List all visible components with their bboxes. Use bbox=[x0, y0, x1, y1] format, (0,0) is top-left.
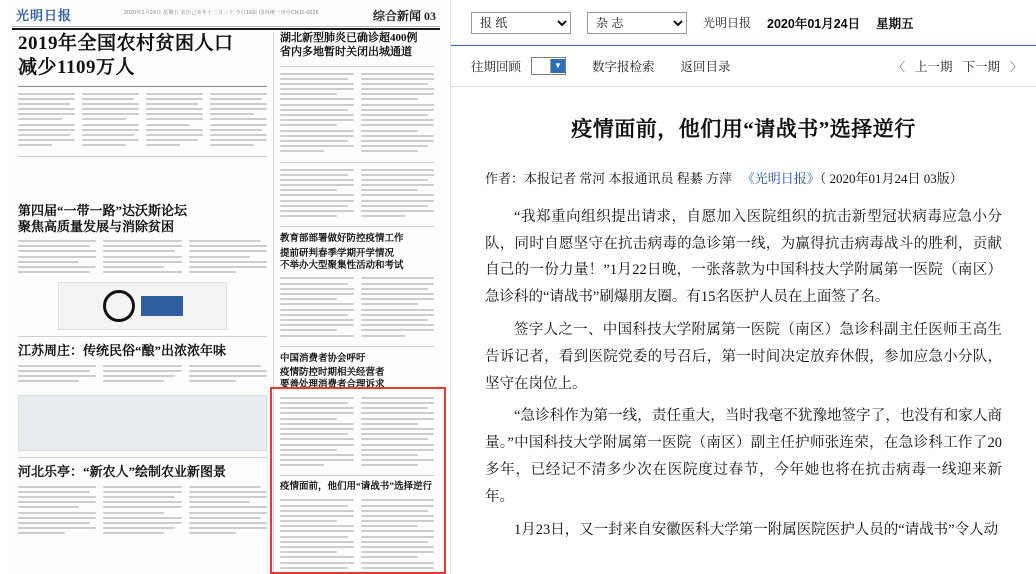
text-column bbox=[103, 240, 181, 276]
text-column bbox=[361, 397, 435, 470]
article-byline bbox=[485, 169, 1002, 190]
text-column bbox=[280, 499, 354, 574]
reader-pane bbox=[451, 0, 1036, 574]
divider bbox=[280, 162, 434, 163]
section-page-number: 03 bbox=[424, 9, 436, 23]
circle-logo-icon bbox=[103, 290, 135, 322]
headline-lead-line1[interactable]: 2019年全国农村贫困人口 bbox=[18, 33, 234, 54]
text-column bbox=[280, 169, 354, 221]
text-column bbox=[280, 277, 354, 339]
reader-toolbar bbox=[451, 0, 1036, 45]
article-body-hebei bbox=[18, 486, 267, 538]
headline-belt-road-line2[interactable]: 聚焦高质量发展与消除贫困 bbox=[18, 218, 175, 234]
headline-education-line1[interactable]: 提前研判春季学期开学情况 bbox=[280, 248, 395, 259]
section-name: 综合新闻 bbox=[372, 9, 421, 23]
text-column bbox=[189, 365, 267, 386]
nav-return-index[interactable]: 返回目录 bbox=[680, 60, 731, 74]
prev-issue-button[interactable]: 上一期 bbox=[914, 60, 953, 74]
article-body-lead bbox=[18, 93, 267, 150]
divider bbox=[18, 156, 267, 157]
paper-name-label: 光明日报 bbox=[703, 16, 752, 30]
text-column bbox=[210, 93, 267, 150]
divider bbox=[18, 457, 267, 458]
article-paragraph: “急诊科作为第一线，责任重大，当时我毫不犹豫地签字了，也没有和家人商量。”中国科技大学附属第一医院（南区）副主任护师张连荣，在急诊科工作了20多年，已经记不清多少次在医院度过春节，今年她也将在抗击病毒一线迎来新年。 bbox=[485, 408, 1002, 505]
issue-pager bbox=[893, 57, 1022, 75]
text-column bbox=[103, 365, 181, 386]
text-column bbox=[280, 73, 354, 156]
logo-bar-icon bbox=[141, 296, 183, 316]
newspaper-column-left bbox=[12, 32, 274, 572]
article-content bbox=[451, 87, 1036, 544]
text-column bbox=[146, 93, 203, 150]
text-column bbox=[18, 486, 96, 538]
text-column bbox=[189, 486, 267, 538]
article-body-hubei bbox=[280, 73, 434, 156]
chevron-right-icon[interactable]: 〉 bbox=[1009, 59, 1022, 74]
article-body-jiangsu bbox=[18, 365, 267, 386]
issue-date-label: 2020年01月24日 bbox=[767, 16, 861, 31]
zoom-stepper[interactable] bbox=[531, 57, 566, 75]
text-column bbox=[18, 93, 75, 150]
text-column bbox=[361, 277, 435, 339]
divider bbox=[280, 66, 434, 67]
headline-hubei-line1[interactable]: 湖北新型肺炎已确诊超400例 bbox=[280, 32, 418, 44]
headline-consumer-line2[interactable]: 要善处理消费者合理诉求 bbox=[280, 379, 385, 390]
text-column bbox=[189, 240, 267, 276]
paper-select[interactable] bbox=[471, 12, 571, 34]
divider bbox=[280, 475, 434, 476]
byline-prefix: 作者： bbox=[485, 171, 525, 186]
divider bbox=[280, 226, 434, 227]
byline-issue: （ 2020年01月24日 03版） bbox=[819, 171, 963, 186]
text-column bbox=[103, 486, 181, 538]
chevron-down-icon[interactable]: ▼ bbox=[551, 59, 565, 73]
headline-jiangsu[interactable]: 江苏周庄：传统民俗“酿”出浓浓年味 bbox=[18, 343, 227, 359]
newspaper-column-right bbox=[274, 32, 440, 572]
newspaper-masthead-meta: 2020年1月24日 星期五 农历己亥年十二月三十 今日16版 国内统一刊号CN11-0026 bbox=[124, 10, 319, 16]
article-title: 疫情面前，他们用“请战书”选择逆行 bbox=[571, 117, 916, 141]
byline-authors: 本报记者 常河 本报通讯员 程綦 方萍 bbox=[524, 171, 733, 186]
headline-selected-article[interactable]: 疫情面前，他们用“请战书”选择逆行 bbox=[280, 482, 433, 493]
text-column bbox=[361, 169, 435, 221]
article-body-education bbox=[280, 277, 434, 339]
nav-digital-search[interactable]: 数字报检索 bbox=[592, 60, 655, 74]
article-body-consumer bbox=[280, 397, 434, 470]
next-issue-button[interactable]: 下一期 bbox=[962, 60, 1000, 74]
article-paragraph: “我郑重向组织提出请求，自愿加入医院组织的抗击新型冠状病毒应急小分队，同时自愿坚守在抗击病毒的急诊第一线，为赢得抗击病毒战斗的胜利，贡献自己的一份力量！”1月22日晚，一张落款为中国科技大学附属第一医院（南区）急诊科的“请战书”刷爆朋友圈。有15名医护人员在上面签了名。 bbox=[485, 208, 1002, 306]
text-column bbox=[18, 240, 96, 276]
headline-lead-line2[interactable]: 减少1109万人 bbox=[18, 56, 135, 78]
divider bbox=[280, 346, 434, 347]
kicker-education: 教育部部署做好防控疫情工作 bbox=[280, 234, 404, 245]
headline-hubei-line2[interactable]: 省内多地暂时关闭出城通道 bbox=[280, 45, 412, 58]
text-column bbox=[361, 73, 435, 156]
headline-hebei[interactable]: 河北乐亭：“新农人”绘制农业新图景 bbox=[18, 464, 227, 480]
article-body-selected bbox=[280, 499, 434, 574]
newspaper-masthead bbox=[12, 4, 440, 27]
headline-belt-road-line1[interactable]: 第四届“一带一路”达沃斯论坛 bbox=[18, 202, 188, 218]
text-column bbox=[82, 93, 139, 150]
magazine-select[interactable] bbox=[587, 12, 687, 34]
article-paragraph: 1月23日，又一封来自安徽医科大学第一附属医院医护人员的“请战书”令人动 bbox=[514, 521, 999, 538]
text-column bbox=[18, 365, 96, 386]
article-body-secondary bbox=[280, 169, 434, 221]
byline-source-link[interactable]: 《光明日报》 bbox=[741, 171, 820, 186]
divider bbox=[18, 86, 267, 87]
zoom-value-field[interactable] bbox=[532, 59, 551, 73]
newspaper-logo: 光明日报 bbox=[16, 8, 73, 23]
nav-back-issues[interactable]: 往期回顾 bbox=[471, 60, 522, 74]
kicker-consumer: 中国消费者协会呼吁 bbox=[280, 353, 366, 364]
chevron-left-icon[interactable]: 〈 bbox=[892, 59, 905, 74]
masthead-rule bbox=[12, 28, 440, 30]
text-column bbox=[280, 397, 354, 470]
divider bbox=[18, 336, 267, 337]
reader-navbar bbox=[451, 46, 1036, 87]
article-paragraph: 签字人之一、中国科技大学附属第一医院（南区）急诊科副主任医师王高生告诉记者，看到医院党委的号召后，第一时间决定放弃休假，参加应急小分队，坚守在岗位上。 bbox=[485, 322, 1002, 392]
article-body-belt-road bbox=[18, 240, 267, 276]
issue-weekday-label: 星期五 bbox=[876, 16, 914, 31]
headline-consumer-line1[interactable]: 疫情防控时期相关经营者 bbox=[280, 368, 385, 379]
newspaper-section-label bbox=[373, 7, 436, 24]
newspaper-page-viewer[interactable] bbox=[0, 0, 451, 574]
newspaper-ad-logo bbox=[58, 282, 227, 330]
text-column bbox=[361, 499, 435, 574]
newspaper-sheet bbox=[8, 2, 444, 574]
newspaper-columns bbox=[12, 32, 440, 572]
newspaper-photo bbox=[18, 395, 267, 451]
headline-education-line2[interactable]: 不举办大型聚集性活动和考试 bbox=[280, 260, 404, 271]
